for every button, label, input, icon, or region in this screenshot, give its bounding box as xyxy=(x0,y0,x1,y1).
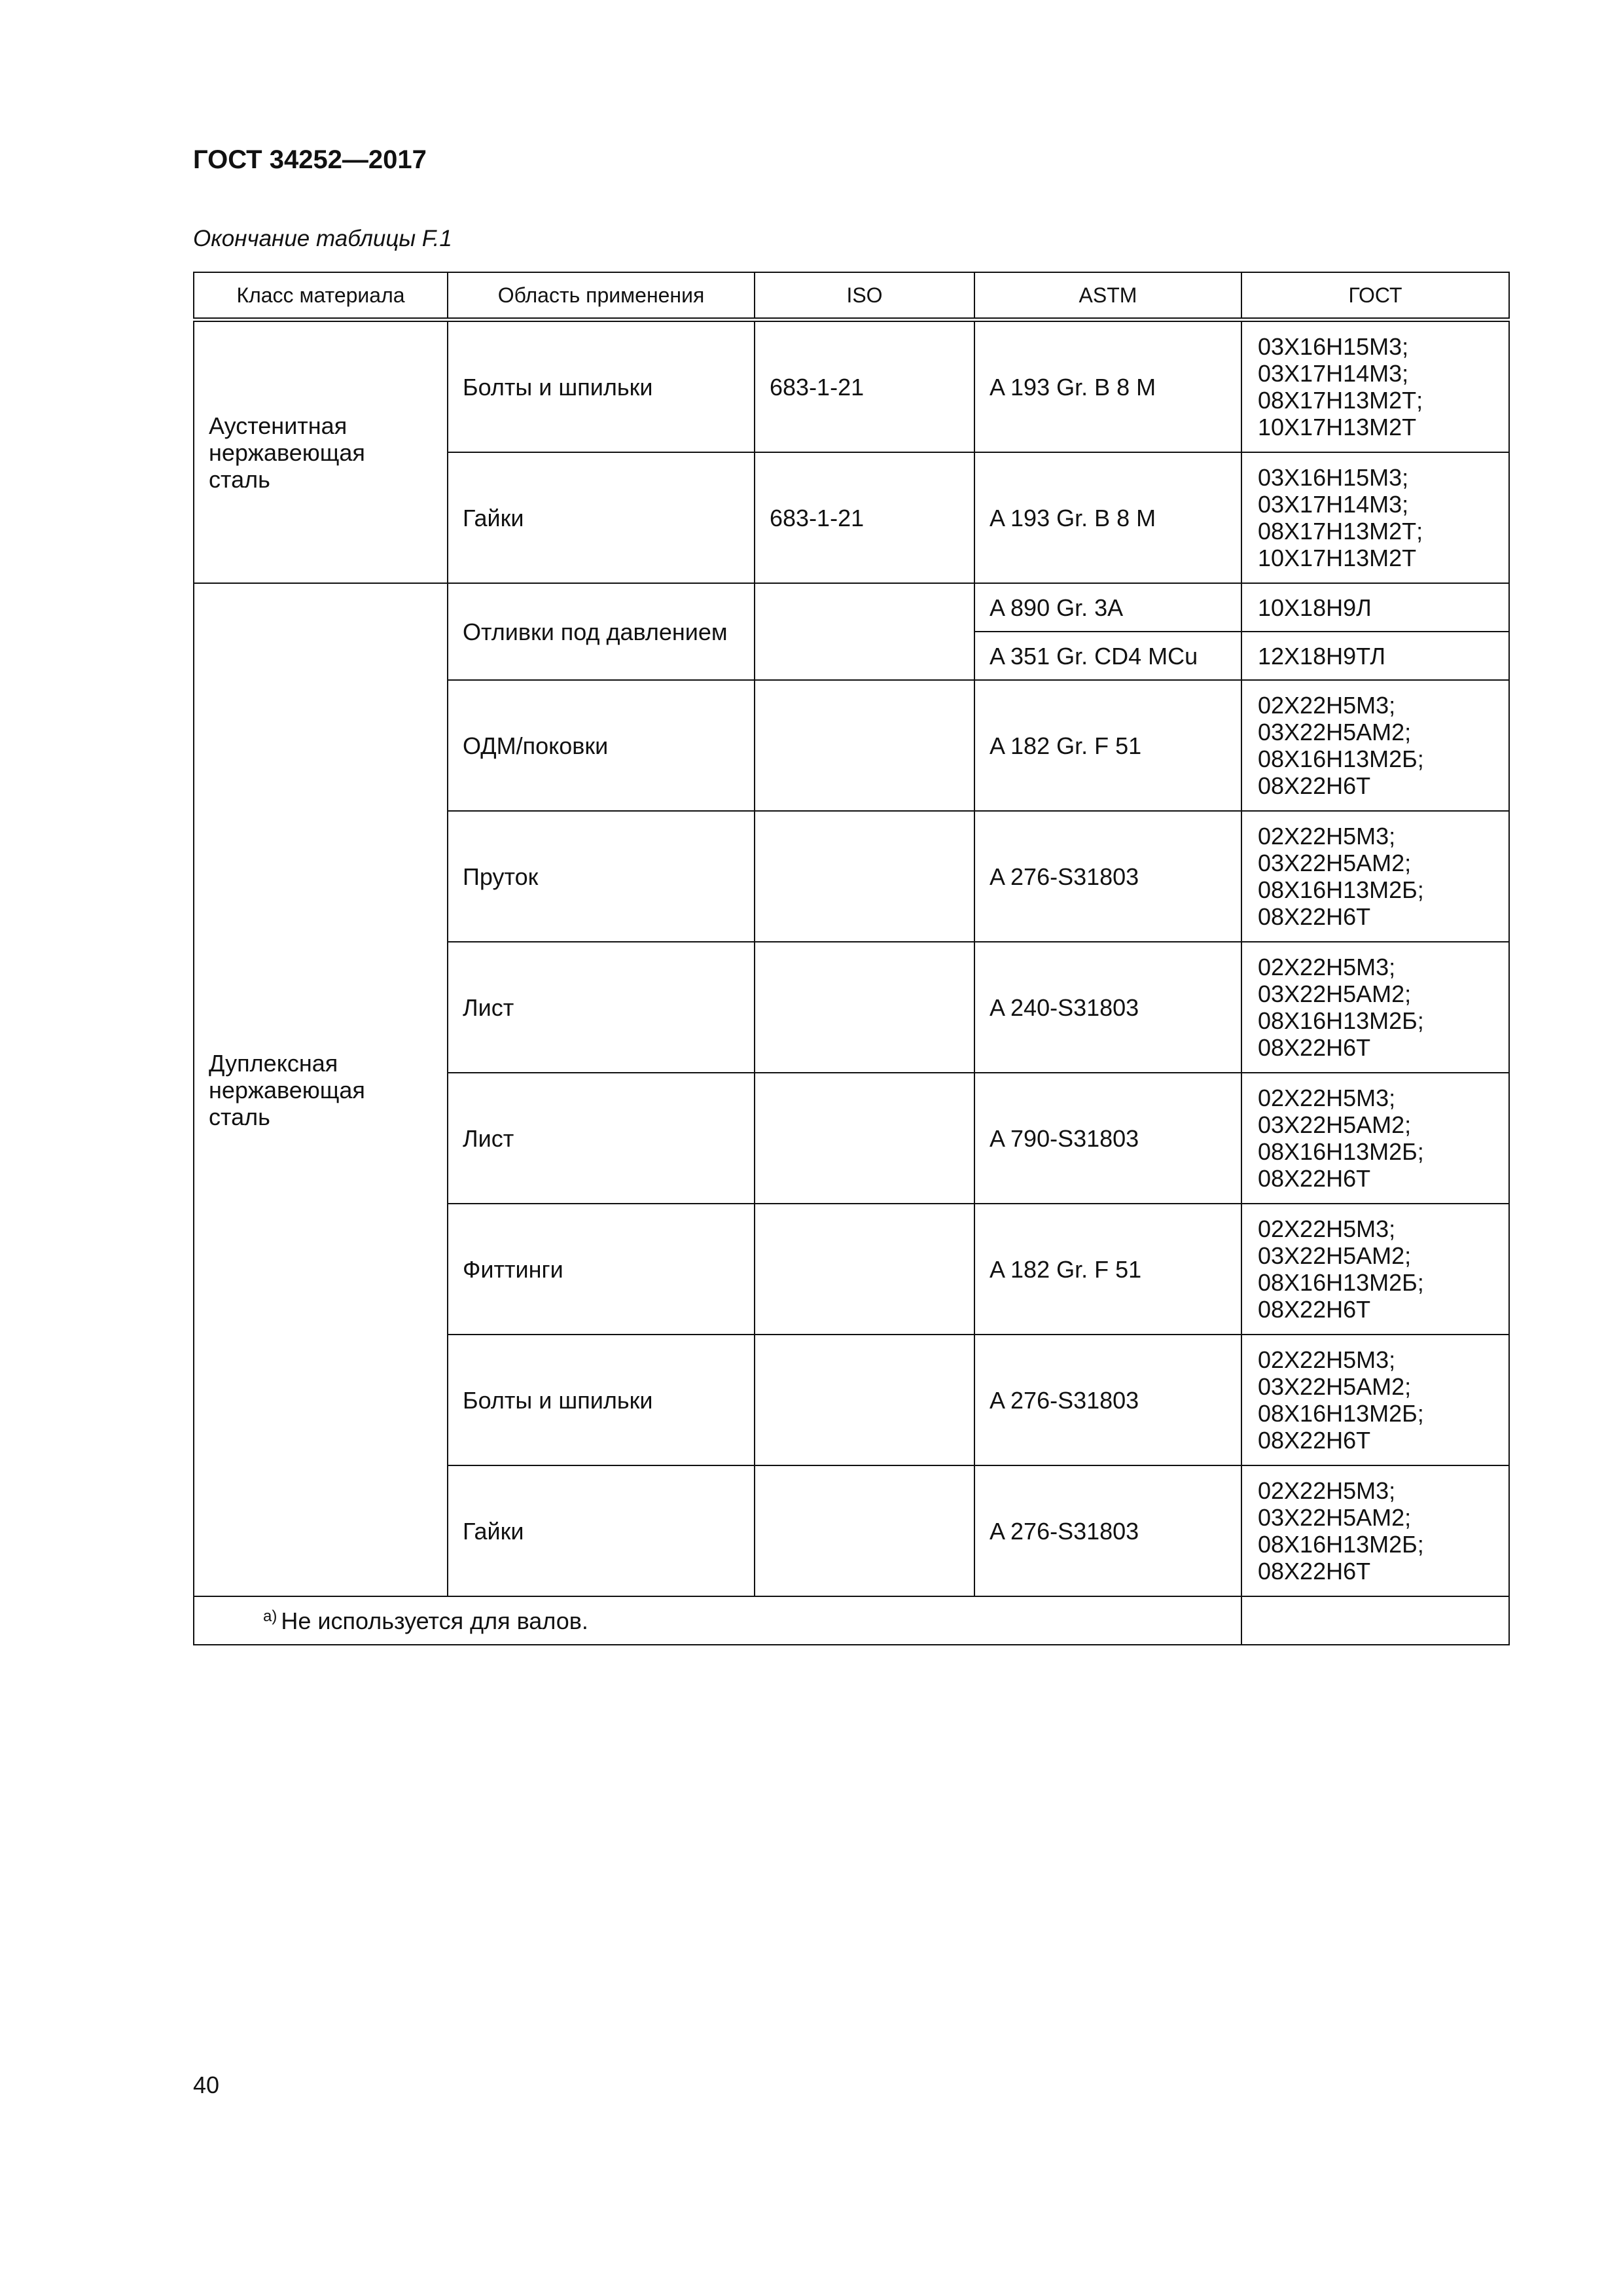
astm-cell: A 351 Gr. CD4 MCu xyxy=(974,632,1241,680)
astm-cell: A 790-S31803 xyxy=(974,1073,1241,1204)
iso-cell xyxy=(755,1335,974,1465)
gost-grade: 08Х16Н13М2Б; xyxy=(1258,1138,1424,1165)
gost-grade: 08Х22Н6Т xyxy=(1258,772,1371,799)
application-cell: Болты и шпильки xyxy=(448,320,755,453)
application-cell: Болты и шпильки xyxy=(448,1335,755,1465)
gost-grade: 02Х22Н5М3; xyxy=(1258,1085,1396,1111)
gost-grade: 10Х17Н13М2Т xyxy=(1258,414,1417,440)
gost-grade: 02Х22Н5М3; xyxy=(1258,954,1396,980)
footnote-content xyxy=(194,1607,588,1634)
iso-cell xyxy=(755,1465,974,1596)
application-cell: Гайки xyxy=(448,452,755,583)
astm-cell: A 240-S31803 xyxy=(974,942,1241,1073)
gost-grade: 08Х22Н6Т xyxy=(1258,1558,1371,1585)
gost-grade: 08Х16Н13М2Б; xyxy=(1258,876,1424,903)
astm-cell: A 193 Gr. B 8 M xyxy=(974,320,1241,453)
astm-cell: A 276-S31803 xyxy=(974,1335,1241,1465)
gost-grade: 03Х17Н14М3; xyxy=(1258,491,1409,518)
application-cell: Гайки xyxy=(448,1465,755,1596)
gost-cell xyxy=(1241,1073,1509,1204)
gost-grade: 08Х17Н13М2Т; xyxy=(1258,518,1423,545)
table-row xyxy=(194,583,1509,632)
application-cell: Пруток xyxy=(448,811,755,942)
gost-grade: 08Х22Н6Т xyxy=(1258,1427,1371,1454)
gost-grade: 08Х17Н13М2Т; xyxy=(1258,387,1423,414)
material-class-line: сталь xyxy=(209,1103,270,1130)
gost-cell xyxy=(1241,1204,1509,1335)
materials-table-body xyxy=(194,272,1509,1645)
material-class-line: Дуплексная xyxy=(209,1049,338,1077)
materials-table xyxy=(193,272,1510,1645)
gost-grade: 02Х22Н5М3; xyxy=(1258,692,1396,719)
material-class-line: сталь xyxy=(209,465,270,493)
gost-cell: 10Х18Н9Л xyxy=(1241,583,1509,632)
gost-grade: 08Х16Н13М2Б; xyxy=(1258,1269,1424,1296)
application-cell: Отливки под давлением xyxy=(448,583,755,680)
gost-cell xyxy=(1241,320,1509,453)
gost-grade: 03Х22Н5АМ2; xyxy=(1258,1111,1412,1138)
column-header-application: Область применения xyxy=(448,272,755,320)
gost-grade: 03Х22Н5АМ2; xyxy=(1258,1504,1412,1531)
gost-grade: 03Х22Н5АМ2; xyxy=(1258,850,1412,876)
application-cell: Фиттинги xyxy=(448,1204,755,1335)
material-class-line: нержавеющая xyxy=(209,1076,365,1103)
iso-cell xyxy=(755,1073,974,1204)
gost-grade: 02Х22Н5М3; xyxy=(1258,1477,1396,1504)
footnote-cell xyxy=(194,1596,1241,1645)
astm-cell: A 276-S31803 xyxy=(974,811,1241,942)
column-header-astm: ASTM xyxy=(974,272,1241,320)
gost-cell xyxy=(1241,680,1509,811)
materials-table-container xyxy=(193,272,1508,1645)
iso-cell: 683-1-21 xyxy=(755,320,974,453)
footnote-marker: a) xyxy=(263,1607,277,1625)
astm-cell: A 193 Gr. B 8 M xyxy=(974,452,1241,583)
table-row xyxy=(194,320,1509,453)
gost-grade: 08Х16Н13М2Б; xyxy=(1258,1007,1424,1034)
material-class-line: нержавеющая xyxy=(209,439,365,466)
iso-cell xyxy=(755,680,974,811)
application-cell: Лист xyxy=(448,1073,755,1204)
iso-cell xyxy=(755,942,974,1073)
gost-grade: 02Х22Н5М3; xyxy=(1258,1215,1396,1242)
gost-cell xyxy=(1241,1465,1509,1596)
gost-grade: 08Х16Н13М2Б; xyxy=(1258,1400,1424,1427)
iso-cell xyxy=(755,1204,974,1335)
page-number: 40 xyxy=(193,2072,220,2098)
gost-grade: 03Х22Н5АМ2; xyxy=(1258,1242,1412,1269)
gost-cell xyxy=(1241,1335,1509,1465)
gost-grade: 08Х22Н6Т xyxy=(1258,1165,1371,1192)
footnote-empty-cell xyxy=(1241,1596,1509,1645)
document-code: ГОСТ 34252—2017 xyxy=(193,145,427,174)
iso-cell: 683-1-21 xyxy=(755,452,974,583)
gost-grade: 03Х17Н14М3; xyxy=(1258,360,1409,387)
column-header-iso: ISO xyxy=(755,272,974,320)
gost-grade: 03Х16Н15М3; xyxy=(1258,333,1409,360)
material-class-line: Аустенитная xyxy=(209,412,348,439)
gost-grade: 08Х22Н6Т xyxy=(1258,1296,1371,1323)
gost-cell: 12Х18Н9ТЛ xyxy=(1241,632,1509,680)
gost-grade: 02Х22Н5М3; xyxy=(1258,823,1396,850)
gost-cell xyxy=(1241,942,1509,1073)
table-header-row xyxy=(194,272,1509,320)
iso-cell xyxy=(755,811,974,942)
gost-grade: 03Х22Н5АМ2; xyxy=(1258,719,1412,745)
astm-cell: A 182 Gr. F 51 xyxy=(974,680,1241,811)
iso-cell xyxy=(755,583,974,680)
application-cell: Лист xyxy=(448,942,755,1073)
column-header-class: Класс материала xyxy=(194,272,448,320)
footnote-text: Не используется для валов. xyxy=(281,1607,588,1634)
astm-cell: A 890 Gr. 3A xyxy=(974,583,1241,632)
material-class-cell xyxy=(194,320,448,584)
gost-grade: 03Х22Н5АМ2; xyxy=(1258,1373,1412,1400)
gost-grade: 08Х22Н6Т xyxy=(1258,903,1371,930)
gost-grade: 08Х16Н13М2Б; xyxy=(1258,1531,1424,1558)
gost-grade: 08Х16Н13М2Б; xyxy=(1258,745,1424,772)
footnote-row xyxy=(194,1596,1509,1645)
gost-grade: 02Х22Н5М3; xyxy=(1258,1346,1396,1373)
gost-grade: 08Х22Н6Т xyxy=(1258,1034,1371,1061)
column-header-gost: ГОСТ xyxy=(1241,272,1509,320)
gost-grade: 03Х16Н15М3; xyxy=(1258,464,1409,491)
material-class-cell xyxy=(194,583,448,1596)
gost-cell xyxy=(1241,811,1509,942)
astm-cell: A 182 Gr. F 51 xyxy=(974,1204,1241,1335)
application-cell: ОДМ/поковки xyxy=(448,680,755,811)
table-caption: Окончание таблицы F.1 xyxy=(193,226,452,251)
gost-cell xyxy=(1241,452,1509,583)
gost-grade: 03Х22Н5АМ2; xyxy=(1258,980,1412,1007)
gost-grade: 10Х17Н13М2Т xyxy=(1258,545,1417,571)
astm-cell: A 276-S31803 xyxy=(974,1465,1241,1596)
